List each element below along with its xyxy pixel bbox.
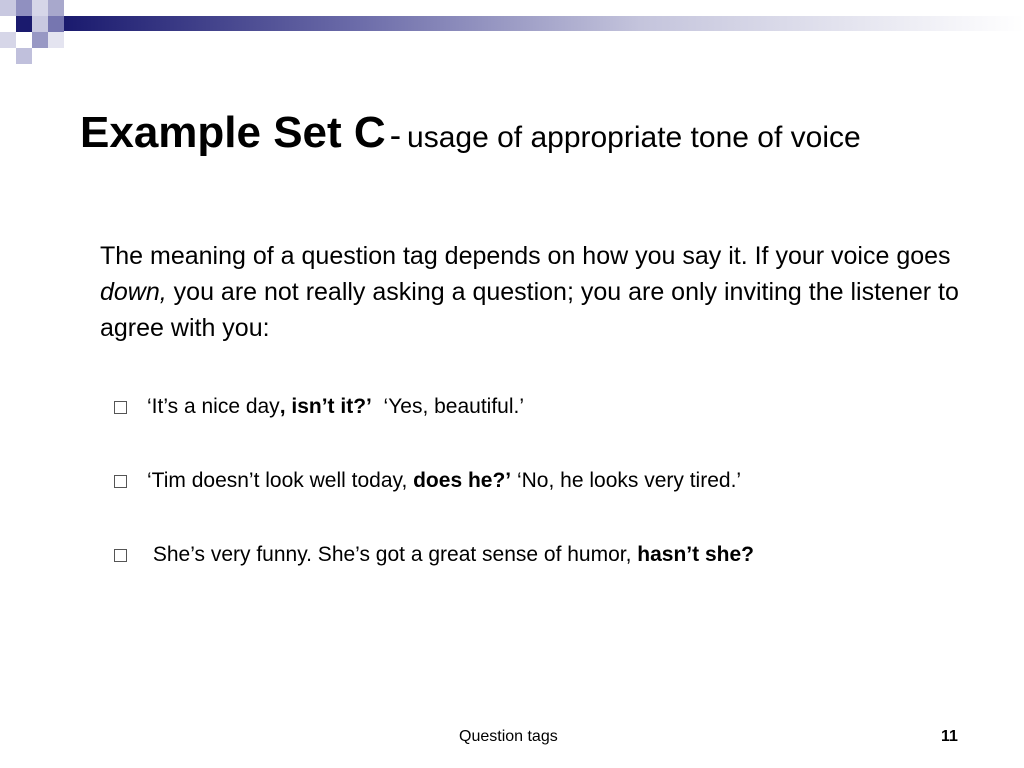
list-item-pre: ‘It’s a nice day <box>147 395 280 418</box>
hollow-square-bullet-icon <box>114 475 127 488</box>
page-number: 11 <box>941 728 958 745</box>
decor-square <box>48 32 64 48</box>
slide-footer <box>0 726 1024 748</box>
intro-text-part1: The meaning of a question tag depends on how you say it. If your voice goes <box>100 242 951 270</box>
list-item-post: ‘No, he looks very tired.’ <box>511 469 742 492</box>
list-item <box>112 392 992 466</box>
decor-square <box>16 0 32 16</box>
list-item-tag: hasn’t she? <box>637 543 754 566</box>
decor-square <box>48 0 64 16</box>
decor-square <box>16 48 32 64</box>
hollow-square-bullet-icon <box>114 549 127 562</box>
intro-emphasis: down, <box>100 278 167 306</box>
header-gradient-band <box>64 16 1024 31</box>
list-item <box>112 466 992 540</box>
hollow-square-bullet-icon <box>114 401 127 414</box>
list-item-text <box>147 392 524 422</box>
title-main: Example Set C <box>80 108 386 157</box>
header-decoration <box>0 0 1024 70</box>
decor-square <box>0 32 16 48</box>
example-list <box>112 392 992 614</box>
footer-title: Question tags <box>459 728 558 745</box>
list-item-pre: She’s very funny. She’s got a great sense of humor, <box>147 543 638 566</box>
decor-square <box>32 16 48 32</box>
intro-paragraph <box>100 238 980 346</box>
list-item <box>112 540 992 614</box>
decor-square <box>32 32 48 48</box>
list-item-pre: ‘Tim doesn’t look well today, <box>147 469 414 492</box>
list-item-tag: does he?’ <box>413 469 512 492</box>
list-item-post: ‘Yes, beautiful.’ <box>371 395 525 418</box>
list-item-text <box>147 540 754 570</box>
intro-text-part2: you are not really asking a question; you are only inviting the listener to agree with you: <box>100 278 959 342</box>
list-item-tag: , isn’t it?’ <box>279 395 372 418</box>
decor-square <box>48 16 64 32</box>
decor-square <box>32 0 48 16</box>
decor-square <box>16 16 32 32</box>
list-item-text <box>147 466 741 496</box>
slide-title <box>80 108 980 158</box>
title-dash: - <box>389 117 402 155</box>
decor-square <box>0 0 16 16</box>
title-subtitle: usage of appropriate tone of voice <box>407 121 861 154</box>
